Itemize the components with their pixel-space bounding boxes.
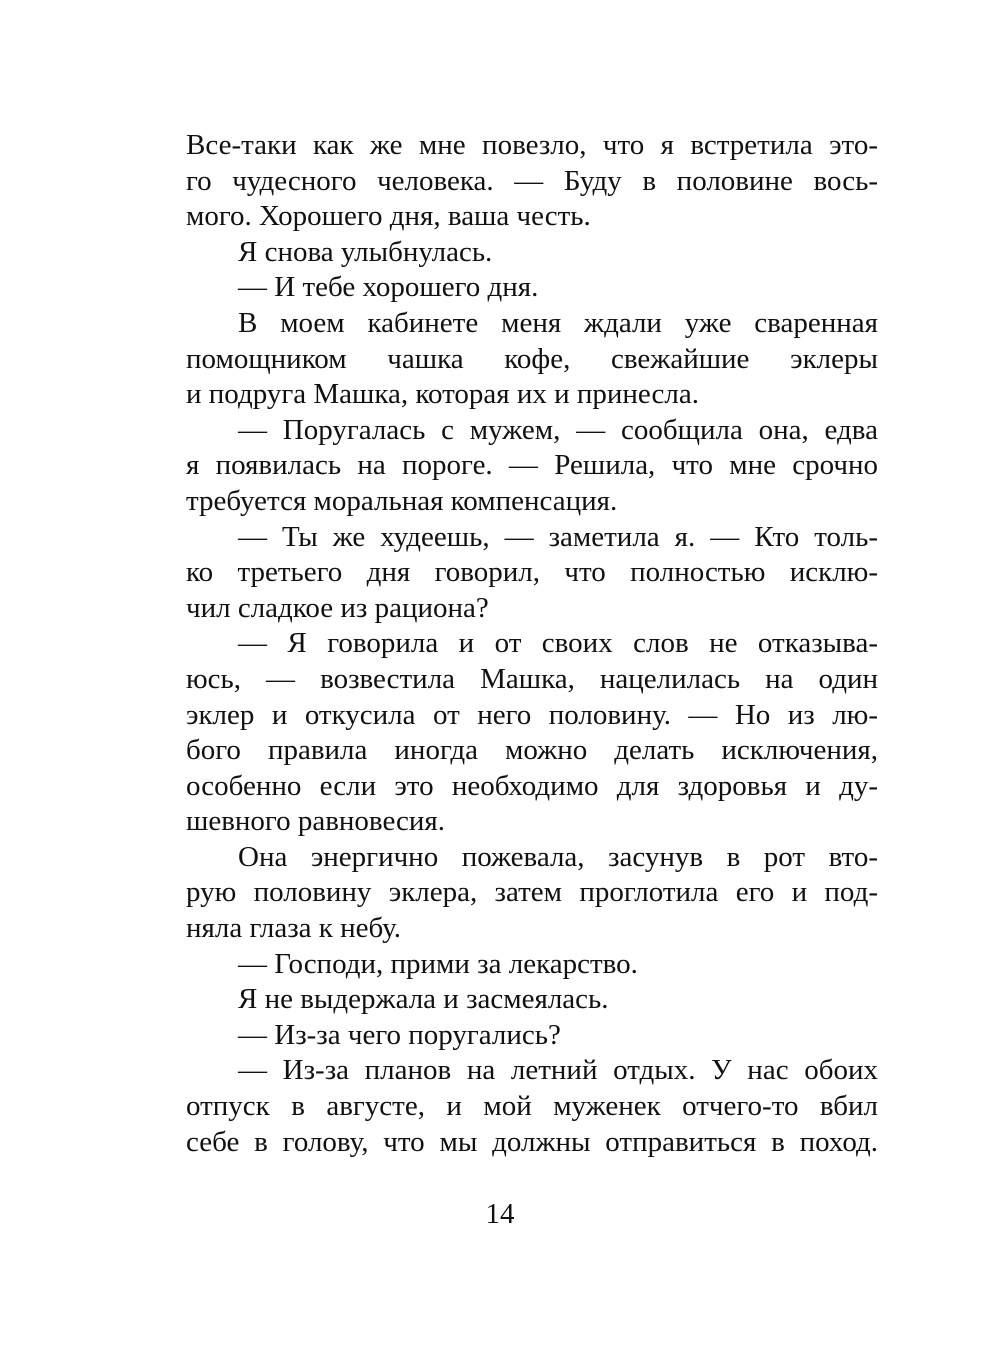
page-number: 14	[485, 1198, 515, 1230]
text-line: отпуск в августе, и мой муженек отчего-то вбил	[186, 1090, 878, 1123]
text-line: — И тебе хорошего дня.	[238, 271, 539, 304]
text-line: — Господи, прими за лекарство.	[238, 947, 638, 980]
text-line: требуется моральная компенсация.	[186, 484, 618, 517]
text-line: — Я говорила и от своих слов не отказыва-	[238, 627, 878, 660]
text-line: эклер и откусила от него половину. — Но из лю-	[186, 698, 878, 731]
text-line: особенно если это необходимо для здоровья и ду-	[186, 769, 878, 802]
text-line: — Из-за планов на летний отдых. У нас обоих	[238, 1054, 878, 1087]
text-line: и подруга Машка, которая их и принесла.	[186, 378, 699, 411]
text-line: — Ты же худеешь, — заметила я. — Кто толь-	[238, 520, 878, 553]
text-line: чил сладкое из рациона?	[186, 591, 489, 624]
text-line: бого правила иногда можно делать исключения,	[186, 734, 878, 767]
text-line: — Из-за чего поругались?	[238, 1018, 561, 1051]
text-line: Я снова улыбнулась.	[238, 235, 493, 268]
text-line: я появилась на пороге. — Решила, что мне срочно	[186, 449, 878, 482]
text-line: Я не выдержала и засмеялась.	[238, 983, 609, 1016]
text-line: ко третьего дня говорил, что полностью исклю-	[186, 556, 878, 589]
body-text	[186, 128, 878, 1160]
text-line: Она энергично пожевала, засунув в рот вто-	[238, 840, 878, 873]
text-line: няла глаза к небу.	[186, 912, 402, 945]
text-line: себе в голову, что мы должны отправиться в поход.	[186, 1125, 878, 1158]
text-line: В моем кабинете меня ждали уже сваренная	[238, 306, 878, 339]
text-line: шевного равновесия.	[186, 805, 446, 838]
text-line: — Поругалась с мужем, — сообщила она, едва	[238, 413, 878, 446]
text-line: го чудесного человека. — Буду в половине вось-	[186, 164, 878, 197]
text-line: помощником чашка кофе, свежайшие эклеры	[186, 342, 878, 375]
text-line: Все-таки как же мне повезло, что я встретила это-	[186, 129, 878, 161]
text-line: мого. Хорошего дня, ваша честь.	[186, 200, 591, 233]
text-line: юсь, — возвестила Машка, нацелилась на один	[186, 662, 878, 695]
text-line: рую половину эклера, затем проглотила его и под-	[186, 876, 878, 909]
